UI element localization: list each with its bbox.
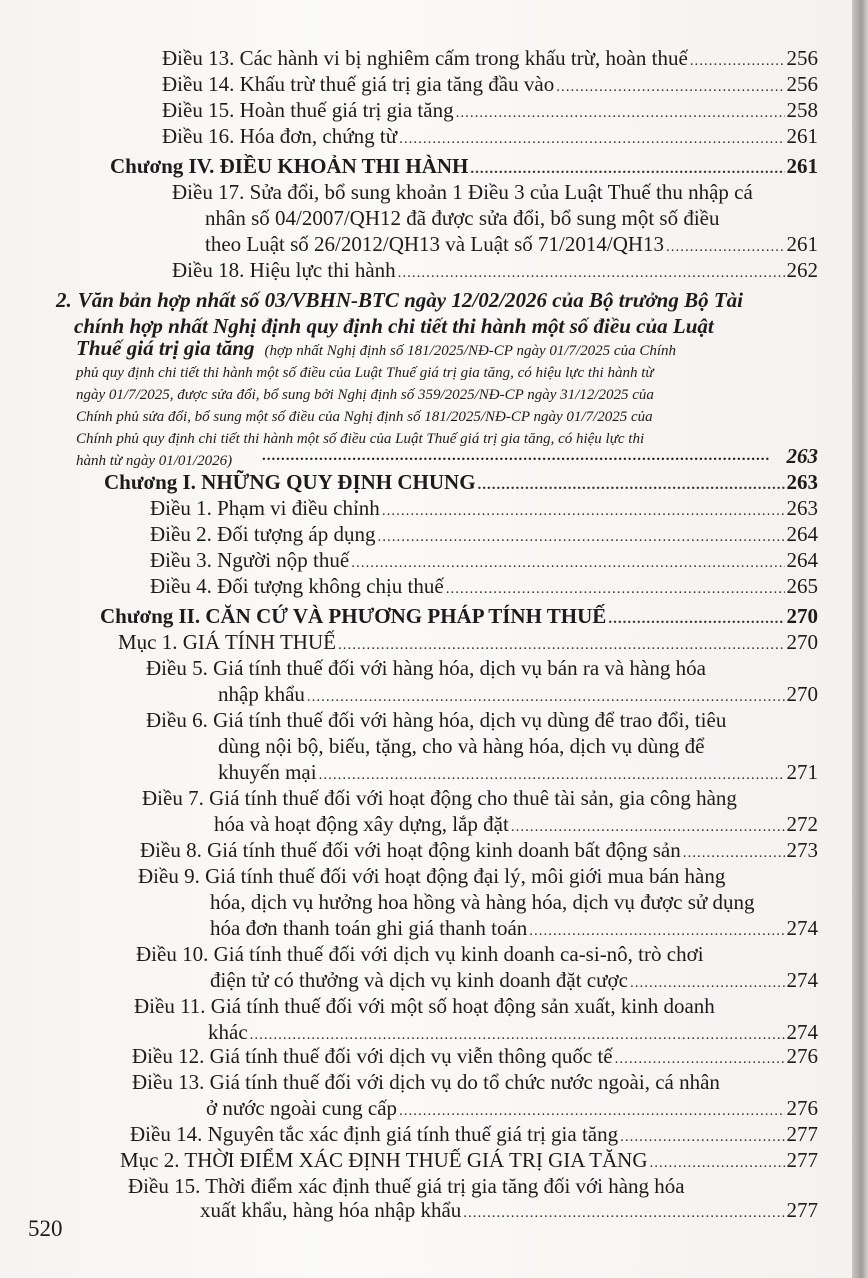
toc-entry[interactable]	[130, 1122, 818, 1150]
toc-page-number: 273	[786, 838, 818, 862]
document-title[interactable]	[56, 287, 786, 339]
toc-entry-text: Điều 14. Nguyên tắc xác định giá tính thuế giá trị gia tăng	[130, 1122, 619, 1146]
toc-entry-text: xuất khẩu, hàng hóa nhập khẩu	[200, 1198, 462, 1222]
dot-leader	[511, 815, 785, 840]
dot-leader	[446, 577, 785, 602]
document-number: 2.	[56, 288, 72, 312]
toc-entry-text: Điều 6. Giá tính thuế đối với hàng hóa, dịch vụ dùng để trao đổi, tiêu	[146, 708, 727, 732]
toc-section[interactable]	[120, 1148, 818, 1176]
document-title-line: chính hợp nhất Nghị định quy định chi tiết thi hành một số điều của Luật	[74, 314, 714, 338]
toc-page-number: 258	[786, 98, 818, 122]
toc-entry[interactable]	[172, 258, 818, 286]
dot-leader	[556, 75, 784, 100]
toc-entry-text: Điều 12. Giá tính thuế đối với dịch vụ viễn thông quốc tế	[132, 1044, 613, 1068]
toc-entry-text: khác	[208, 1020, 248, 1044]
toc-entry[interactable]	[214, 812, 818, 840]
toc-page-number: 261	[786, 154, 818, 178]
toc-entry-text: Điều 13. Giá tính thuế đối với dịch vụ do tổ chức nước ngoài, cá nhân	[132, 1070, 720, 1094]
toc-page-number: 271	[786, 760, 818, 784]
toc-entry-text: Điều 15. Hoàn thuế giá trị gia tăng	[162, 98, 454, 122]
toc-entry-text: Điều 11. Giá tính thuế đối với một số hoạt động sản xuất, kinh doanh	[134, 994, 715, 1018]
dot-leader	[666, 235, 784, 260]
toc-entry[interactable]	[150, 522, 818, 550]
document-title-line: Thuế giá trị gia tăng	[76, 336, 255, 360]
dot-leader	[307, 685, 785, 710]
document-note-line: Chính phủ quy định chi tiết thi hành một số điều của Luật Thuế giá trị gia tăng, có hiệu lực thi	[76, 431, 645, 447]
toc-entry-text: Điều 16. Hóa đơn, chứng từ	[162, 124, 398, 148]
toc-page-number: 274	[786, 968, 818, 992]
toc-entry[interactable]	[140, 838, 818, 866]
toc-entry-text: ở nước ngoài cung cấp	[206, 1096, 398, 1120]
toc-entry-text: nhân số 04/2007/QH12 đã được sửa đổi, bổ sung một số điều	[205, 206, 720, 230]
toc-page-number: 265	[786, 574, 818, 598]
toc-page-number: 262	[786, 258, 818, 282]
dot-leader	[690, 49, 785, 74]
dot-leader	[377, 525, 784, 550]
toc-entry-text: Điều 5. Giá tính thuế đối với hàng hóa, dịch vụ bán ra và hàng hóa	[146, 656, 706, 680]
toc-chapter-text: Chương II. CĂN CỨ VÀ PHƯƠNG PHÁP TÍNH THUẾ	[100, 604, 607, 628]
toc-page-number: 256	[786, 46, 818, 70]
toc-entry[interactable]	[150, 574, 818, 602]
toc-section[interactable]	[118, 630, 818, 658]
toc-entry[interactable]	[218, 760, 818, 788]
toc-page-number: 276	[786, 1096, 818, 1120]
document-title-line: Văn bản hợp nhất số 03/VBHN-BTC ngày 12/02/2026 của Bộ trưởng Bộ Tài	[77, 288, 743, 312]
toc-entry-text: theo Luật số 26/2012/QH13 và Luật số 71/2014/QH13	[205, 232, 665, 256]
toc-chapter-text: Chương I. NHỮNG QUY ĐỊNH CHUNG	[104, 470, 476, 494]
document-note-line: hành từ ngày 01/01/2026)	[76, 453, 233, 469]
toc-section-text: Mục 1. GIÁ TÍNH THUẾ	[118, 630, 336, 654]
document-note-line: (hợp nhất Nghị định số 181/2025/NĐ-CP ngày 01/7/2025 của Chính	[264, 343, 677, 359]
toc-entry-text: Điều 1. Phạm vi điều chỉnh	[150, 496, 380, 520]
toc-entry[interactable]	[132, 1044, 818, 1072]
toc-entry[interactable]	[150, 548, 818, 576]
dot-leader	[470, 157, 784, 182]
toc-page-number: 263	[786, 496, 818, 520]
dot-leader	[338, 633, 785, 658]
toc-entry-text: hóa và hoạt động xây dựng, lắp đặt	[214, 812, 509, 836]
document-note-line: ngày 01/7/2025, được sửa đổi, bổ sung bởi Nghị định số 359/2025/NĐ-CP ngày 31/12/2025 của	[76, 387, 654, 403]
toc-page-number: 264	[786, 522, 818, 546]
toc-page-number: 264	[786, 548, 818, 572]
toc-entry-text: Điều 8. Giá tính thuế đối với hoạt động kinh doanh bất động sản	[140, 838, 681, 862]
document-note-line: phủ quy định chi tiết thi hành một số điều của Luật Thuế giá trị gia tăng, có hiệu lực thi hành từ	[76, 365, 654, 381]
toc-page-number: 277	[786, 1122, 818, 1146]
toc-entry-text: Điều 15. Thời điểm xác định thuế giá trị gia tăng đối với hàng hóa	[128, 1174, 685, 1198]
toc-entry-text: Điều 14. Khấu trừ thuế giá trị gia tăng đầu vào	[162, 72, 555, 96]
dot-leader	[630, 971, 785, 996]
dot-leader	[608, 607, 784, 632]
dot-leader	[456, 101, 785, 126]
dot-leader	[399, 1099, 784, 1124]
toc-page-number: 256	[786, 72, 818, 96]
toc-entry[interactable]	[162, 72, 818, 100]
toc-section-text: Mục 2. THỜI ĐIỂM XÁC ĐỊNH THUẾ GIÁ TRỊ GIA TĂNG	[120, 1148, 648, 1172]
dot-leader	[683, 841, 785, 866]
toc-page-number: 261	[786, 232, 818, 256]
toc-entry-text: hóa đơn thanh toán ghi giá thanh toán	[210, 916, 528, 940]
toc-page-number: 276	[786, 1044, 818, 1068]
toc-entry-text: Điều 17. Sửa đổi, bổ sung khoản 1 Điều 3 của Luật Thuế thu nhập cá	[172, 180, 753, 204]
toc-entry[interactable]	[206, 1096, 818, 1124]
toc-entry-text: Điều 10. Giá tính thuế đối với dịch vụ kinh doanh ca-si-nô, trò chơi	[136, 942, 704, 966]
toc-entry-text: Điều 7. Giá tính thuế đối với hoạt động cho thuê tài sản, gia công hàng	[142, 786, 737, 810]
toc-chapter[interactable]	[110, 154, 818, 182]
toc-entry[interactable]	[205, 232, 818, 260]
toc-entry[interactable]	[210, 968, 818, 996]
toc-entry[interactable]	[150, 496, 818, 524]
toc-page-number: 261	[786, 124, 818, 148]
dot-leader	[615, 1047, 785, 1072]
dot-leader	[620, 1125, 784, 1150]
toc-entry-text: điện tử có thưởng và dịch vụ kinh doanh đặt cược	[210, 968, 628, 992]
toc-entry-text: Điều 4. Đối tượng không chịu thuế	[150, 574, 444, 598]
toc-chapter[interactable]	[104, 470, 818, 498]
toc-page-number: 274	[786, 916, 818, 940]
toc-page-number: 270	[786, 604, 818, 628]
toc-entry[interactable]	[200, 1198, 818, 1226]
toc-entry-text: Điều 18. Hiệu lực thi hành	[172, 258, 396, 282]
toc-page-number: 277	[786, 1148, 818, 1172]
toc-entry-text: hóa, dịch vụ hưởng hoa hồng và hàng hóa, dịch vụ được sử dụng	[210, 890, 755, 914]
toc-entry-text: Điều 13. Các hành vi bị nghiêm cấm trong khấu trừ, hoàn thuế	[162, 46, 688, 70]
toc-page-number: 272	[786, 812, 818, 836]
toc-entry[interactable]	[162, 124, 818, 152]
document-note-line: Chính phủ sửa đổi, bổ sung một số điều của Nghị định số 181/2025/NĐ-CP ngày 01/7/2025 của	[76, 409, 653, 425]
toc-entry-text: dùng nội bộ, biếu, tặng, cho và hàng hóa, dịch vụ dùng để	[218, 734, 705, 758]
toc-entry-text: nhập khẩu	[218, 682, 305, 706]
toc-entry[interactable]	[218, 682, 818, 710]
toc-page-number: 270	[786, 630, 818, 654]
toc-entry-text: khuyến mại	[218, 760, 317, 784]
toc-page-number: 277	[786, 1198, 818, 1222]
toc-entry-text: Điều 3. Người nộp thuế	[150, 548, 350, 572]
toc-entry[interactable]	[210, 916, 818, 944]
toc-chapter[interactable]	[100, 604, 818, 632]
dot-leader	[382, 499, 785, 524]
toc-entry[interactable]	[162, 98, 818, 126]
document-title-row	[76, 336, 816, 361]
toc-page-number: 263	[786, 444, 818, 468]
dot-leader	[463, 1201, 784, 1226]
toc-page-number: 263	[786, 470, 818, 494]
toc-page-number: 270	[786, 682, 818, 706]
page-edge	[852, 0, 868, 1278]
toc-entry[interactable]	[162, 46, 818, 74]
dot-leader	[398, 261, 785, 286]
dot-leader	[399, 127, 784, 152]
toc-entry-text: Điều 2. Đối tượng áp dụng	[150, 522, 376, 546]
toc-page-number: 274	[786, 1020, 818, 1044]
dot-leader	[650, 1151, 785, 1176]
page-folio-number: 520	[28, 1216, 63, 1241]
dot-leader	[319, 763, 785, 788]
dot-leader	[262, 448, 770, 465]
toc-entry-text: Điều 9. Giá tính thuế đối với hoạt động đại lý, môi giới mua bán hàng	[138, 864, 726, 888]
dot-leader	[478, 473, 785, 498]
toc-chapter-text: Chương IV. ĐIỀU KHOẢN THI HÀNH	[110, 154, 469, 178]
dot-leader	[529, 919, 784, 944]
dot-leader	[351, 551, 784, 576]
